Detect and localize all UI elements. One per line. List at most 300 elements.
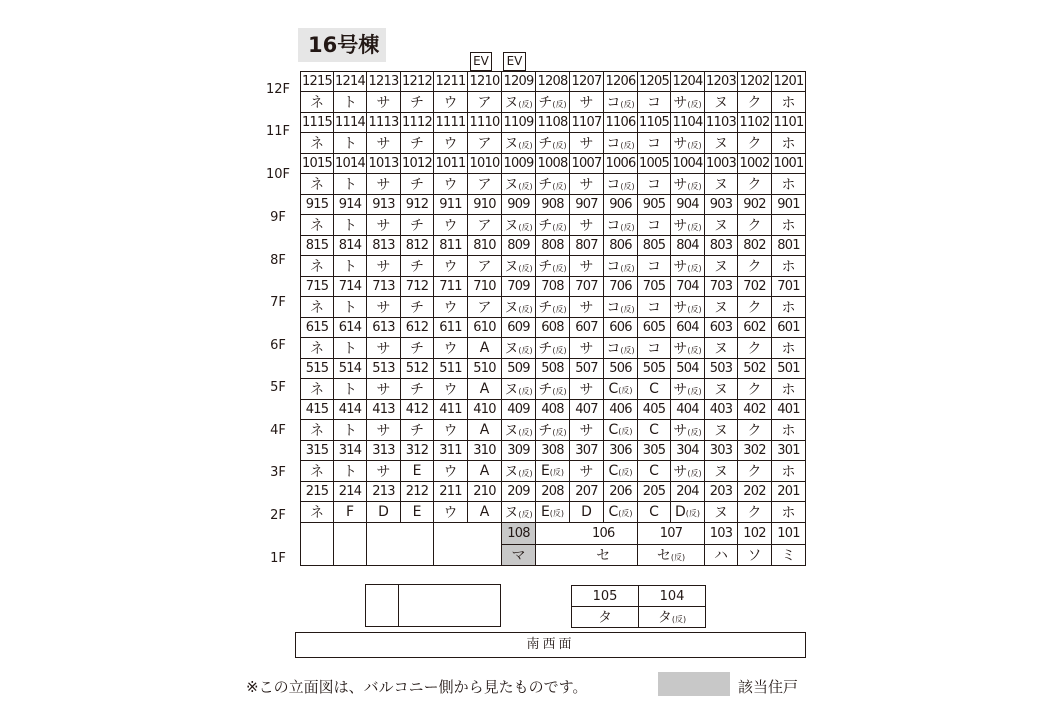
unit-type-letter: F: [345, 504, 355, 520]
unit-type: [570, 297, 604, 318]
reversed-suffix: (反): [518, 223, 533, 232]
unit-number: 703: [705, 277, 738, 297]
unit-type-letter: コ: [647, 177, 661, 193]
unit-type: [536, 256, 570, 277]
reversed-suffix: (反): [518, 428, 533, 437]
unit-type: [638, 502, 671, 523]
unit-type-letter: サ: [376, 95, 391, 111]
unit-number: 403: [705, 400, 738, 420]
unit-type-letter: チ: [538, 177, 553, 193]
unit-type: [536, 215, 570, 236]
reversed-suffix: (反): [671, 615, 687, 624]
unit-type-letter: ネ: [310, 464, 324, 480]
unit-type: [434, 502, 468, 523]
unit-type-letter: チ: [410, 136, 424, 152]
unit-type: [738, 256, 772, 277]
reversed-suffix: (反): [552, 305, 567, 314]
unit-type-letter: C: [608, 504, 619, 520]
unit-type-letter: ヌ: [504, 423, 519, 439]
unit-number: 304: [671, 441, 705, 461]
unit-type-letter: コ: [606, 177, 621, 193]
unit-type-letter: コ: [606, 300, 621, 316]
unit-type: [367, 297, 401, 318]
unit-type: [536, 174, 570, 195]
unit-number: 814: [334, 236, 367, 256]
unit-number: 805: [638, 236, 671, 256]
unit-type-letter: コ: [647, 259, 661, 275]
reversed-suffix: (反): [518, 305, 533, 314]
elevation-grid: [300, 71, 806, 566]
unit-type-letter: タ: [657, 610, 672, 626]
unit-number-108: 108: [502, 523, 536, 545]
unit-type: [334, 133, 367, 154]
unit-type: [604, 174, 638, 195]
unit-type: [401, 379, 434, 400]
ev-label-1: EV: [470, 52, 492, 71]
unit-number: 412: [401, 400, 434, 420]
unit-type-letter: ヌ: [504, 464, 519, 480]
unit-type: [772, 379, 806, 400]
unit-type: [638, 420, 671, 441]
unit-type: [401, 215, 434, 236]
unit-type: [401, 92, 434, 113]
unit-type: [738, 502, 772, 523]
unit-type: [638, 297, 671, 318]
unit-number: 208: [536, 482, 570, 502]
unit-type-letter: チ: [538, 300, 553, 316]
unit-type: [604, 215, 638, 236]
unit-type: [334, 461, 367, 482]
unit-type: [738, 174, 772, 195]
unit-number: 502: [738, 359, 772, 379]
unit-type: [536, 92, 570, 113]
unit-type-letter: ホ: [781, 177, 796, 193]
unit-number: 709: [502, 277, 536, 297]
reversed-suffix: (反): [620, 305, 635, 314]
unit-type: [705, 420, 738, 441]
unit-number-101: 101: [772, 523, 806, 545]
unit-number: 1109: [502, 113, 536, 133]
unit-number: 411: [434, 400, 468, 420]
unit-type-letter: ク: [747, 505, 762, 521]
unit-number-102: 102: [738, 523, 772, 545]
unit-type-letter: ヌ: [504, 505, 519, 521]
unit-number: 611: [434, 318, 468, 338]
unit-number: 1209: [502, 72, 536, 92]
unit-number: 913: [367, 195, 401, 215]
unit-type-letter: チ: [538, 382, 553, 398]
unit-number: 303: [705, 441, 738, 461]
unit-number: 1202: [738, 72, 772, 92]
unit-number: 1214: [334, 72, 367, 92]
unit-type-letter: サ: [673, 464, 688, 480]
reversed-suffix: (反): [687, 182, 702, 191]
unit-type: [638, 338, 671, 359]
unit-type-letter: コ: [606, 341, 621, 357]
floor-label: 11F: [265, 124, 291, 139]
unit-number: 905: [638, 195, 671, 215]
unit-type-letter: ウ: [443, 382, 458, 398]
unit-type-letter: ヌ: [714, 382, 728, 398]
unit-type: [401, 420, 434, 441]
unit-number: 803: [705, 236, 738, 256]
reversed-suffix: (反): [620, 264, 635, 273]
unit-type-letter: ア: [477, 218, 492, 234]
unit-type: [434, 420, 468, 441]
unit-type-letter: C: [608, 422, 619, 438]
unit-type-letter: ク: [747, 177, 762, 193]
reversed-suffix: (反): [687, 346, 702, 355]
unit-number: 808: [536, 236, 570, 256]
unit-type-letter: サ: [673, 95, 688, 111]
unit-type-letter: コ: [647, 218, 661, 234]
annex-units: [571, 585, 706, 628]
unit-type-letter: サ: [579, 423, 594, 439]
unit-number: 1007: [570, 154, 604, 174]
unit-number: 714: [334, 277, 367, 297]
unit-type: [671, 174, 705, 195]
unit-type: [434, 174, 468, 195]
unit-type-letter: E: [540, 463, 550, 479]
unit-number: 707: [570, 277, 604, 297]
unit-type: [334, 502, 367, 523]
reversed-suffix: (反): [552, 182, 567, 191]
unit-type: [638, 133, 671, 154]
unit-type: [671, 338, 705, 359]
unit-type-letter: ト: [343, 464, 357, 480]
unit-type: [367, 256, 401, 277]
unit-number: 708: [536, 277, 570, 297]
floor-number-row: [301, 359, 806, 379]
unit-type-107: [638, 545, 705, 566]
unit-type: [705, 133, 738, 154]
unit-type: [502, 256, 536, 277]
unit-type-letter: ウ: [443, 218, 458, 234]
unit-type-letter: D: [378, 504, 389, 520]
unit-type-letter: サ: [579, 177, 594, 193]
unit-number: 1012: [401, 154, 434, 174]
unit-type-letter: E: [412, 504, 422, 520]
unit-number: 608: [536, 318, 570, 338]
empty-unit-cell: [434, 523, 502, 566]
reversed-suffix: (反): [687, 428, 702, 437]
unit-type-letter: チ: [538, 423, 553, 439]
unit-type-102: ソ: [738, 545, 772, 566]
unit-type: [772, 215, 806, 236]
unit-type: [301, 379, 334, 400]
unit-type: [434, 92, 468, 113]
unit-number: 1005: [638, 154, 671, 174]
floor-type-row: [301, 215, 806, 236]
unit-type: [434, 256, 468, 277]
unit-number: 908: [536, 195, 570, 215]
floor-type-row: [301, 92, 806, 113]
unit-number: 406: [604, 400, 638, 420]
unit-number: 212: [401, 482, 434, 502]
unit-type-letter: ア: [477, 95, 492, 111]
unit-type-letter: ヌ: [504, 382, 519, 398]
unit-number: 1107: [570, 113, 604, 133]
unit-type: [604, 256, 638, 277]
unit-number: 1002: [738, 154, 772, 174]
unit-type-letter: ウ: [443, 423, 458, 439]
floor-label: 9F: [270, 210, 286, 225]
unit-type: [604, 133, 638, 154]
unit-type: [334, 338, 367, 359]
unit-type: [334, 256, 367, 277]
unit-type-letter: ネ: [310, 136, 324, 152]
unit-number: 915: [301, 195, 334, 215]
unit-number: 515: [301, 359, 334, 379]
unit-type-letter: ト: [343, 259, 357, 275]
floor-number-row: [301, 400, 806, 420]
reversed-suffix: (反): [518, 469, 533, 478]
unit-number: 1013: [367, 154, 401, 174]
unit-type-letter: C: [649, 463, 659, 479]
reversed-suffix: (反): [685, 509, 701, 518]
unit-type-letter: ク: [747, 464, 762, 480]
unit-type: [738, 338, 772, 359]
unit-number: 1011: [434, 154, 468, 174]
unit-number: 312: [401, 441, 434, 461]
unit-type-108: マ: [502, 545, 536, 566]
unit-type: [638, 174, 671, 195]
unit-type-letter: ト: [343, 95, 357, 111]
unit-number: 508: [536, 359, 570, 379]
reversed-suffix: (反): [620, 223, 635, 232]
unit-type: [502, 92, 536, 113]
unit-type-letter: ホ: [781, 136, 796, 152]
unit-type: [671, 256, 705, 277]
unit-type: [570, 256, 604, 277]
unit-number: 801: [772, 236, 806, 256]
unit-type: [570, 379, 604, 400]
unit-type-letter: ホ: [781, 341, 796, 357]
unit-type-letter: ネ: [310, 423, 324, 439]
unit-number: 305: [638, 441, 671, 461]
unit-type-letter: コ: [647, 136, 661, 152]
unit-type-letter: ホ: [781, 505, 796, 521]
unit-number: 504: [671, 359, 705, 379]
reversed-suffix: (反): [618, 386, 633, 395]
unit-number: 302: [738, 441, 772, 461]
unit-type-letter: サ: [579, 218, 594, 234]
unit-number: 506: [604, 359, 638, 379]
reversed-suffix: (反): [687, 469, 702, 478]
unit-type-letter: サ: [376, 259, 391, 275]
reversed-suffix: (反): [687, 141, 702, 150]
unit-number: 712: [401, 277, 434, 297]
unit-number: 1111: [434, 113, 468, 133]
unit-number: 201: [772, 482, 806, 502]
unit-number: 711: [434, 277, 468, 297]
reversed-suffix: (反): [687, 305, 702, 314]
legend-label: 該当住戸: [738, 678, 799, 696]
unit-type: [536, 379, 570, 400]
unit-type: [671, 133, 705, 154]
unit-number: 1210: [468, 72, 502, 92]
reversed-suffix: (反): [552, 346, 567, 355]
unit-type-letter: ウ: [443, 136, 458, 152]
unit-type-letter: サ: [376, 464, 391, 480]
unit-type: [738, 215, 772, 236]
unit-type: [502, 133, 536, 154]
unit-type: [334, 174, 367, 195]
unit-type-106: セ: [570, 545, 638, 566]
unit-type-letter: ヌ: [504, 218, 519, 234]
unit-number: 704: [671, 277, 705, 297]
unit-number-blank: [536, 523, 570, 545]
unit-type: [434, 133, 468, 154]
unit-number: 715: [301, 277, 334, 297]
unit-number: 207: [570, 482, 604, 502]
unit-number: 410: [468, 400, 502, 420]
unit-number: 713: [367, 277, 401, 297]
unit-type-letter: ア: [477, 300, 492, 316]
unit-type: [705, 461, 738, 482]
unit-number: 706: [604, 277, 638, 297]
unit-type-blank: [536, 545, 570, 566]
unit-type: [570, 215, 604, 236]
unit-type-letter: サ: [579, 341, 594, 357]
reversed-suffix: (反): [620, 100, 635, 109]
unit-type-letter: ヌ: [714, 341, 728, 357]
unit-number: 307: [570, 441, 604, 461]
unit-type: [434, 379, 468, 400]
unit-number: 404: [671, 400, 705, 420]
unit-number: 206: [604, 482, 638, 502]
unit-type-letter: ヌ: [714, 177, 728, 193]
unit-type: [301, 133, 334, 154]
unit-type: [301, 174, 334, 195]
unit-type: [434, 297, 468, 318]
unit-type-letter: サ: [376, 341, 391, 357]
legend-swatch: [658, 672, 730, 696]
unit-type: [367, 379, 401, 400]
unit-type: [468, 133, 502, 154]
unit-type: [705, 297, 738, 318]
unit-number: 701: [772, 277, 806, 297]
floor-type-row: [301, 338, 806, 359]
unit-type-letter: ホ: [781, 259, 796, 275]
unit-number: 1201: [772, 72, 806, 92]
unit-type: [301, 420, 334, 441]
unit-number: 1101: [772, 113, 806, 133]
unit-type: [671, 215, 705, 236]
reversed-suffix: (反): [518, 100, 533, 109]
unit-number: 1208: [536, 72, 570, 92]
floor-type-row: [301, 133, 806, 154]
unit-number: 313: [367, 441, 401, 461]
unit-number: 802: [738, 236, 772, 256]
unit-number: 1001: [772, 154, 806, 174]
unit-number: 1006: [604, 154, 638, 174]
unit-type-letter: ヌ: [504, 177, 519, 193]
unit-type: [671, 502, 705, 523]
unit-type-letter: サ: [376, 218, 391, 234]
unit-type: [570, 502, 604, 523]
unit-number: 812: [401, 236, 434, 256]
unit-type-letter: ホ: [781, 464, 796, 480]
empty-unit-cell: [301, 523, 334, 566]
unit-type-letter: ヌ: [504, 341, 519, 357]
unit-type-letter: ク: [747, 423, 762, 439]
unit-number: 806: [604, 236, 638, 256]
floor-number-row: [301, 195, 806, 215]
unit-type-letter: ウ: [443, 95, 458, 111]
unit-type-letter: D: [674, 504, 686, 520]
floor-number-row: [301, 113, 806, 133]
unit-type-letter: ト: [343, 218, 357, 234]
unit-type: [604, 461, 638, 482]
reversed-suffix: (反): [552, 100, 567, 109]
unit-type-letter: チ: [410, 382, 424, 398]
unit-type-letter: チ: [538, 218, 553, 234]
unit-type-letter: ホ: [781, 218, 796, 234]
unit-type-letter: ヌ: [504, 259, 519, 275]
unit-type-letter: ヌ: [714, 218, 728, 234]
unit-type-letter: チ: [410, 218, 424, 234]
unit-type: [705, 215, 738, 236]
unit-type-letter: ウ: [443, 177, 458, 193]
unit-type: [671, 420, 705, 441]
unit-number-106: 106: [570, 523, 638, 545]
unit-number: 1004: [671, 154, 705, 174]
unit-type-letter: C: [608, 463, 619, 479]
unit-number: 211: [434, 482, 468, 502]
unit-type-letter: ヌ: [714, 423, 728, 439]
unit-type: [434, 338, 468, 359]
unit-type: [434, 215, 468, 236]
unit-number: 1113: [367, 113, 401, 133]
unit-type-letter: A: [479, 422, 490, 438]
unit-type: [671, 461, 705, 482]
unit-type: [738, 92, 772, 113]
unit-type-letter: サ: [376, 136, 391, 152]
reversed-suffix: (反): [618, 468, 633, 477]
unit-number: 1106: [604, 113, 638, 133]
unit-type-letter: ク: [747, 259, 762, 275]
unit-type: [468, 92, 502, 113]
unit-number: 601: [772, 318, 806, 338]
reversed-suffix: (反): [687, 223, 702, 232]
unit-number: 1213: [367, 72, 401, 92]
unit-type-letter: ク: [747, 136, 762, 152]
reversed-suffix: (反): [518, 264, 533, 273]
reversed-suffix: (反): [620, 346, 635, 355]
elevation-note: ※この立面図は、バルコニー側から見たものです。: [246, 678, 588, 696]
unit-type: [401, 338, 434, 359]
floor-label: 5F: [270, 380, 286, 395]
unit-type: [772, 420, 806, 441]
empty-unit-cell: [334, 523, 367, 566]
unit-type: [468, 379, 502, 400]
unit-number: 1108: [536, 113, 570, 133]
unit-type-letter: A: [479, 340, 490, 356]
unit-type-letter: ネ: [310, 505, 324, 521]
unit-type-letter: コ: [606, 259, 621, 275]
unit-number: 210: [468, 482, 502, 502]
unit-number: 804: [671, 236, 705, 256]
unit-number: 1114: [334, 113, 367, 133]
unit-type-letter: サ: [376, 423, 391, 439]
unit-type: [638, 256, 671, 277]
unit-number: 203: [705, 482, 738, 502]
unit-type: [570, 92, 604, 113]
unit-number: 501: [772, 359, 806, 379]
annex-divider: [398, 585, 399, 626]
unit-type: [570, 174, 604, 195]
